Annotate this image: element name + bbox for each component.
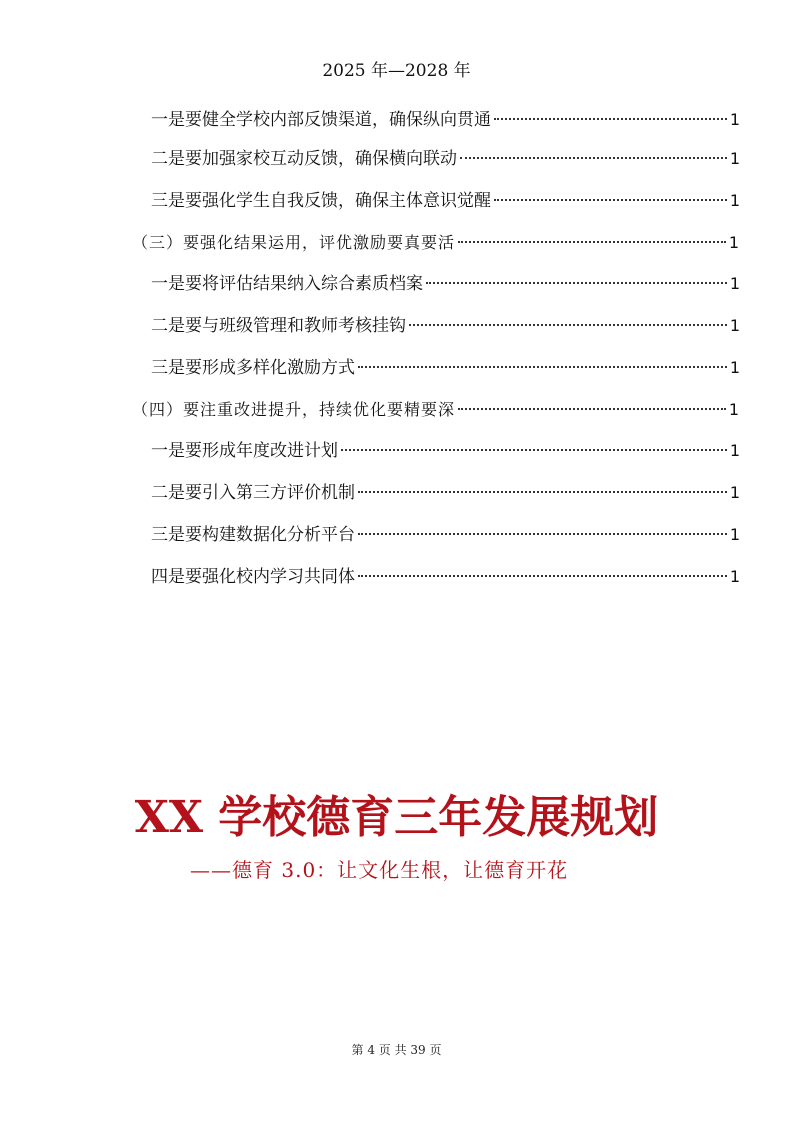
toc-entry[interactable] — [151, 270, 740, 298]
toc-entry[interactable] — [151, 145, 740, 173]
toc-page-number: 1 — [729, 191, 740, 210]
toc-entry[interactable] — [151, 521, 740, 549]
toc-leader-dots — [358, 533, 727, 535]
toc-entry[interactable] — [151, 563, 740, 591]
toc-entry-text: 二是要引入第三方评价机制 — [151, 483, 355, 503]
toc-leader-dots — [458, 241, 726, 243]
toc-entry-text: 一是要健全学校内部反馈渠道，确保纵向贯通 — [151, 110, 491, 130]
toc-entry-text: 二是要加强家校互动反馈，确保横向联动 — [151, 149, 457, 169]
toc-page-number: 1 — [729, 358, 740, 377]
toc-leader-dots — [358, 366, 727, 368]
toc-entry[interactable] — [151, 312, 740, 340]
toc-page-number: 1 — [729, 110, 740, 129]
toc-entry-text: 一是要将评估结果纳入综合素质档案 — [151, 274, 423, 294]
toc-section-entry[interactable] — [132, 396, 740, 424]
toc-page-number: 1 — [729, 316, 740, 335]
toc-leader-dots — [341, 449, 727, 451]
toc-entry[interactable] — [151, 354, 740, 382]
toc-entry[interactable] — [151, 187, 740, 215]
toc-leader-dots — [494, 199, 727, 201]
toc-entry[interactable] — [151, 106, 740, 134]
toc-page-number: 1 — [729, 274, 740, 293]
toc-page-number: 1 — [729, 149, 740, 168]
toc-entry-text: 三是要构建数据化分析平台 — [151, 525, 355, 545]
document-subtitle: ——德育 3.0：让文化生根，让德育开花 — [190, 858, 569, 882]
toc-entry-text: （四）要注重改进提升，持续优化要精要深 — [132, 400, 456, 419]
toc-page-number: 1 — [729, 525, 740, 544]
page-footer: 第 4 页 共 39 页 — [351, 1043, 442, 1057]
toc-page-number: 1 — [729, 483, 740, 502]
toc-leader-dots — [409, 324, 727, 326]
toc-leader-dots — [358, 575, 727, 577]
toc-leader-dots — [458, 408, 726, 410]
toc-entry[interactable] — [151, 437, 740, 465]
toc-entry-text: 二是要与班级管理和教师考核挂钩 — [151, 316, 406, 336]
toc-entry[interactable] — [151, 479, 740, 507]
toc-entry-text: 三是要形成多样化激励方式 — [151, 358, 355, 378]
toc-entry-text: 三是要强化学生自我反馈，确保主体意识觉醒 — [151, 191, 491, 211]
toc-leader-dots — [460, 157, 727, 159]
toc-entry-text: 四是要强化校内学习共同体 — [151, 567, 355, 587]
toc-page-number: 1 — [729, 441, 740, 460]
toc-page-number: 1 — [728, 233, 740, 252]
toc-entry-text: （三）要强化结果运用，评优激励要真要活 — [132, 233, 456, 252]
toc-section-entry[interactable] — [132, 229, 740, 257]
toc-leader-dots — [358, 491, 727, 493]
document-title: XX 学校德育三年发展规划 — [134, 792, 659, 843]
toc-entry-text: 一是要形成年度改进计划 — [151, 441, 338, 461]
toc-page-number: 1 — [728, 400, 740, 419]
toc-leader-dots — [494, 118, 727, 120]
toc-page-number: 1 — [729, 567, 740, 586]
toc-leader-dots — [426, 282, 727, 284]
page-header: 2025 年—2028 年 — [322, 61, 471, 81]
